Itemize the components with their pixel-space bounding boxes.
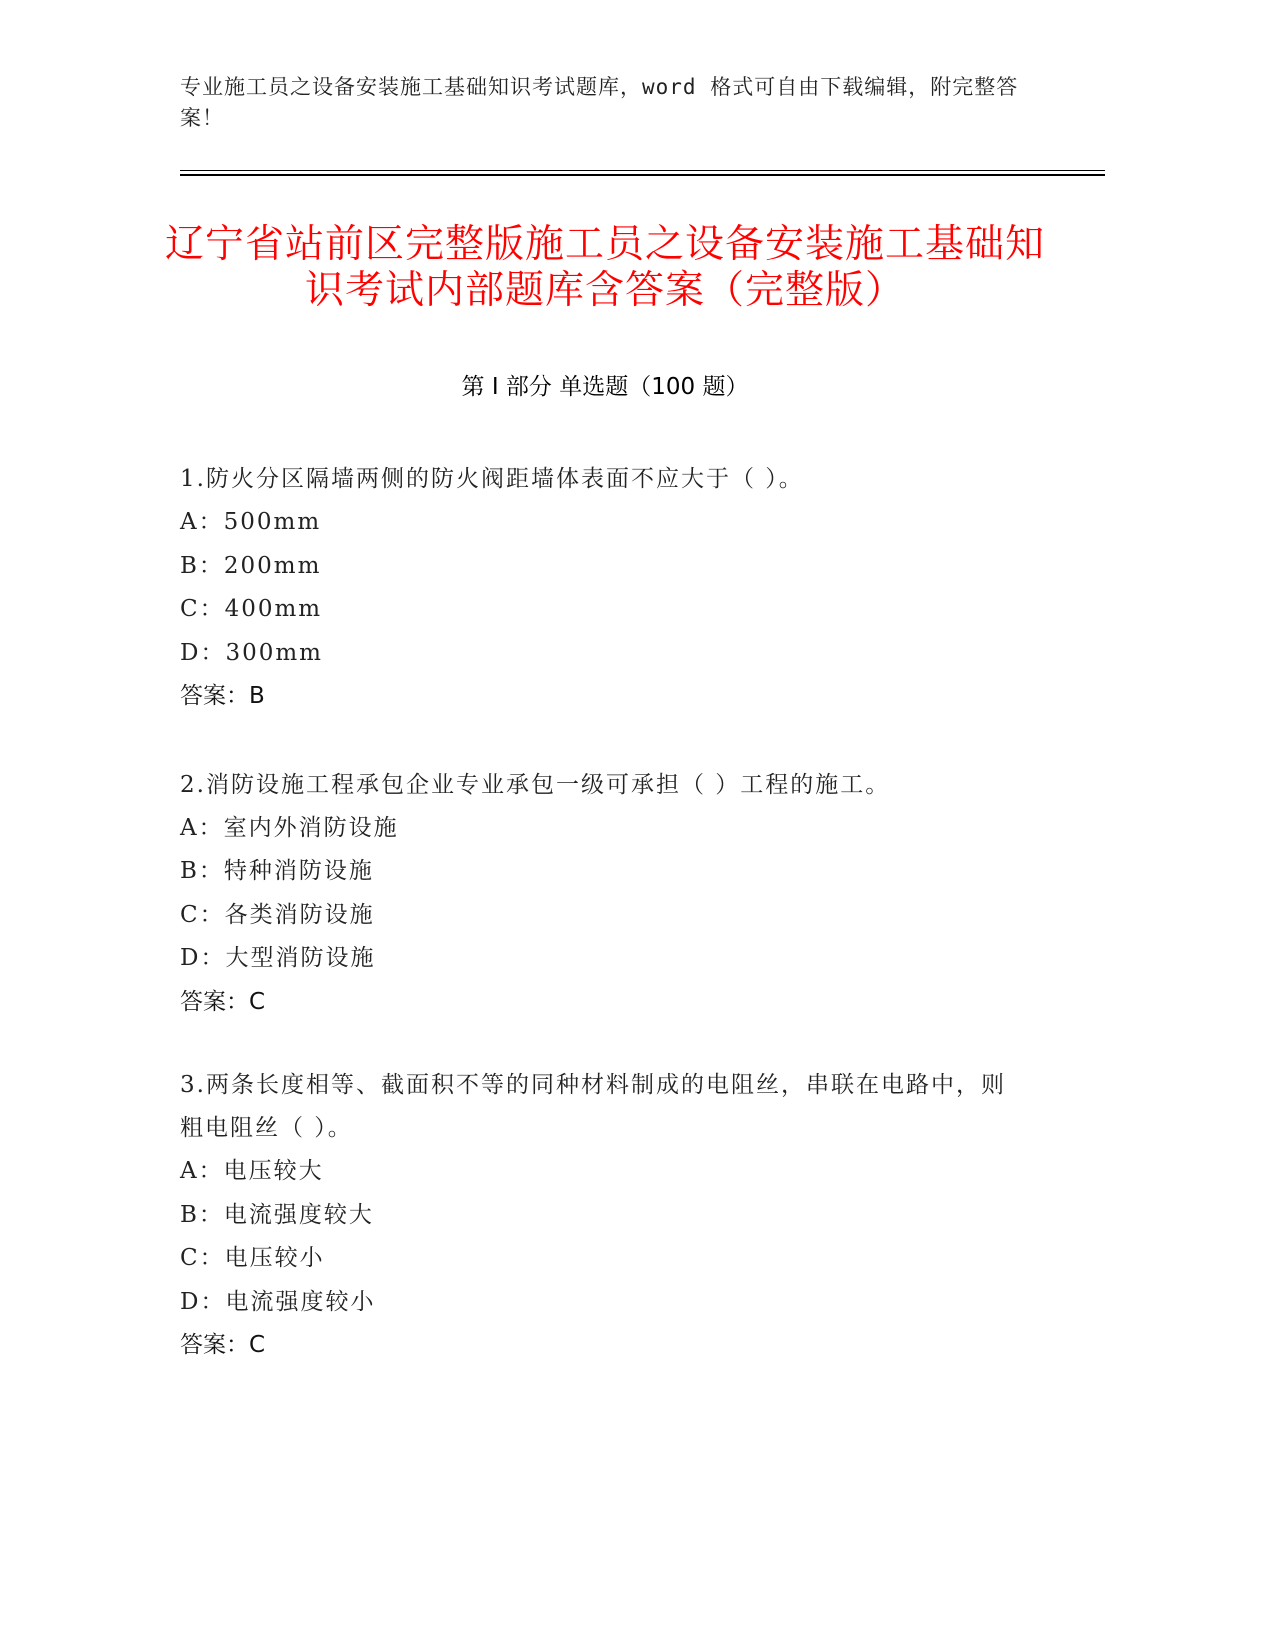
header-rule-thin [180, 170, 1105, 171]
option-c: C：电压较小 [180, 1245, 325, 1271]
option-d: D：300mm [180, 639, 323, 666]
question-stem: 1.防火分区隔墙两侧的防火阀距墙体表面不应大于（ ）。 [180, 466, 804, 492]
question-list [180, 458, 1040, 1413]
option-c: C：各类消防设施 [180, 901, 375, 928]
option-a: A：室内外消防设施 [180, 814, 399, 841]
question-item [180, 1064, 1040, 1368]
option-d: D：电流强度较小 [180, 1288, 376, 1315]
option-b: B：电流强度较大 [180, 1201, 374, 1228]
question-item [180, 764, 1040, 1025]
header-rule-thick [180, 174, 1105, 176]
option-b: B：特种消防设施 [180, 858, 374, 884]
answer-line: 答案：B [180, 683, 265, 709]
document-title: 辽宁省站前区完整版施工员之设备安装施工基础知识考试内部题库含答案（完整版） [164, 222, 1045, 313]
question-stem: 3.两条长度相等、截面积不等的同种材料制成的电阻丝，串联在电路中，则粗电阻丝（ ）。 [180, 1072, 1006, 1141]
option-b: B：200mm [180, 552, 322, 579]
option-a: A：电压较大 [180, 1158, 324, 1184]
answer-line: 答案：C [180, 988, 266, 1015]
option-a: A：500mm [180, 509, 322, 535]
question-item [180, 458, 1040, 719]
option-c: C：400mm [180, 596, 323, 622]
section-heading: 第 I 部分 单选题（100 题） [461, 374, 749, 400]
answer-line: 答案：C [180, 1332, 266, 1358]
question-stem: 2.消防设施工程承包企业专业承包一级可承担（ ）工程的施工。 [180, 771, 891, 798]
option-d: D：大型消防设施 [180, 945, 376, 971]
header-note: 专业施工员之设备安装施工基础知识考试题库，word 格式可自由下载编辑，附完整答案！ [180, 75, 1019, 130]
